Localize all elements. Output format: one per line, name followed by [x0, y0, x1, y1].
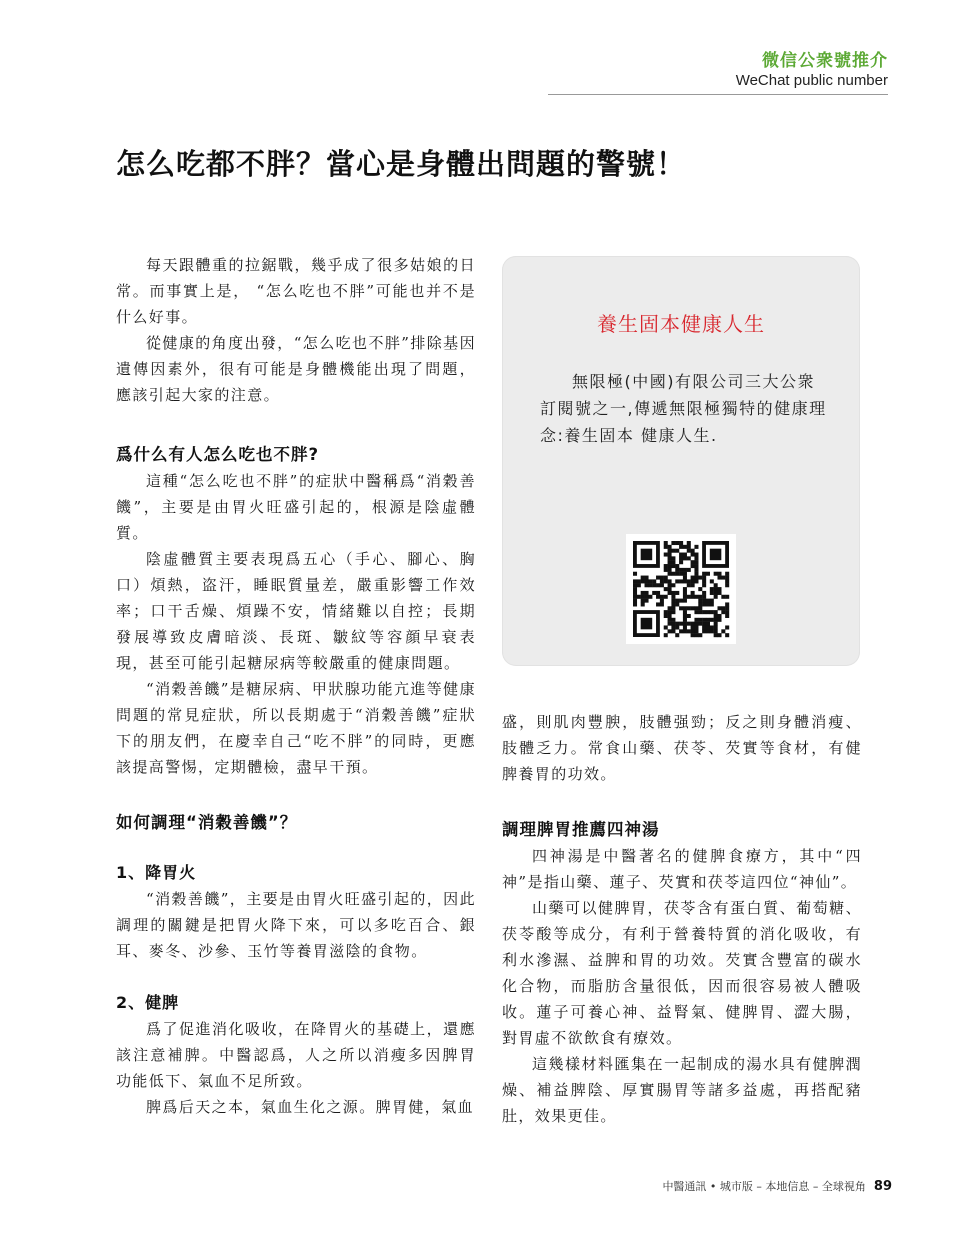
- promo-description: 無限極(中國)有限公司三大公衆訂閱號之一,傳遞無限極獨特的健康理念:養生固本 健康人生.: [540, 372, 827, 445]
- promo-title: 養生固本健康人生: [597, 312, 765, 336]
- page-footer: [662, 1178, 892, 1194]
- paragraph: 四神湯是中醫著名的健脾食療方，其中“四神”是指山藥、蓮子、芡實和茯苓這四位“神仙”。: [502, 847, 862, 891]
- paragraph: 爲了促進消化吸收，在降胃火的基礎上，還應該注意補脾。中醫認爲，人之所以消瘦多因脾胃功能低下、氣血不足所致。: [116, 1020, 476, 1090]
- page-number: 89: [873, 1179, 892, 1194]
- subsection-heading: 1、降胃火: [116, 863, 197, 882]
- paragraph: 這種“怎么吃也不胖”的症狀中醫稱爲“消穀善饑”，主要是由胃火旺盛引起的，根源是陰虛體質。: [116, 472, 476, 542]
- section-heading: 如何調理“消穀善饑”？: [116, 813, 298, 832]
- paragraph: 每天跟體重的拉鋸戰，幾乎成了很多姑娘的日常。而事實上是， “怎么吃也不胖”可能也并不是什么好事。: [116, 256, 476, 326]
- section-heading: 調理脾胃推薦四神湯: [502, 820, 660, 839]
- paragraph: 脾爲后天之本，氣血生化之源。脾胃健，氣血: [146, 1098, 475, 1116]
- wechat-promo-box: [502, 256, 860, 666]
- paragraph: 山藥可以健脾胃，茯苓含有蛋白質、葡萄糖、茯苓酸等成分，有利于營養特質的消化吸收，有利水滲濕、益脾和胃的功效。芡實含豐富的碳水化合物，而脂肪含量很低，因而很容易被人體吸收。蓮子可養心神、益腎氣、健脾胃、澀大腸，對胃虛不欲飲食有療效。: [502, 899, 862, 1047]
- column-label-en: WeChat public number: [735, 72, 888, 89]
- left-column: [116, 252, 476, 1120]
- header-divider: [548, 94, 888, 95]
- paragraph: 盛，則肌肉豐腴，肢體强勁；反之則身體消瘦、肢體乏力。常食山藥、茯苓、芡實等食材，有健脾養胃的功效。: [502, 713, 862, 783]
- qr-code-icon: [626, 534, 736, 644]
- footer-text: 中醫通訊 • 城市版 – 本地信息 – 全球視角: [662, 1180, 866, 1193]
- paragraph: “消穀善饑”，主要是由胃火旺盛引起的，因此調理的關鍵是把胃火降下來，可以多吃百合、銀耳、麥冬、沙參、玉竹等養胃滋陰的食物。: [116, 890, 476, 960]
- section-heading: 爲什么有人怎么吃也不胖?: [116, 445, 320, 464]
- column-label-cn: 微信公衆號推介: [762, 51, 888, 71]
- subsection-heading: 2、健脾: [116, 993, 180, 1012]
- qr-code[interactable]: [626, 534, 736, 644]
- paragraph: “消穀善饑”是糖尿病、甲狀腺功能亢進等健康問題的常見症狀，所以長期處于“消穀善饑”症狀下的朋友們，在慶幸自己“吃不胖”的同時，更應該提高警惕，定期體檢，盡早干預。: [116, 680, 476, 776]
- right-column: [502, 709, 862, 1129]
- paragraph: 從健康的角度出發，“怎么吃也不胖”排除基因遺傳因素外，很有可能是身體機能出現了問題，應該引起大家的注意。: [116, 334, 476, 404]
- paragraph: 陰虛體質主要表現爲五心（手心、腳心、胸口）煩熱，盗汗，睡眠質量差，嚴重影響工作效率；口干舌燥、煩躁不安，情緒難以自控；長期發展導致皮膚暗淡、長斑、皺紋等容顔早衰表現，甚至可能引起糖尿病等較嚴重的健康問題。: [116, 550, 476, 672]
- paragraph: 這幾樣材料匯集在一起制成的湯水具有健脾潤燥、補益脾陰、厚實腸胃等諸多益處，再搭配豬肚，效果更佳。: [502, 1055, 862, 1125]
- article-title: 怎么吃都不胖？當心是身體出問題的警號！: [116, 147, 687, 181]
